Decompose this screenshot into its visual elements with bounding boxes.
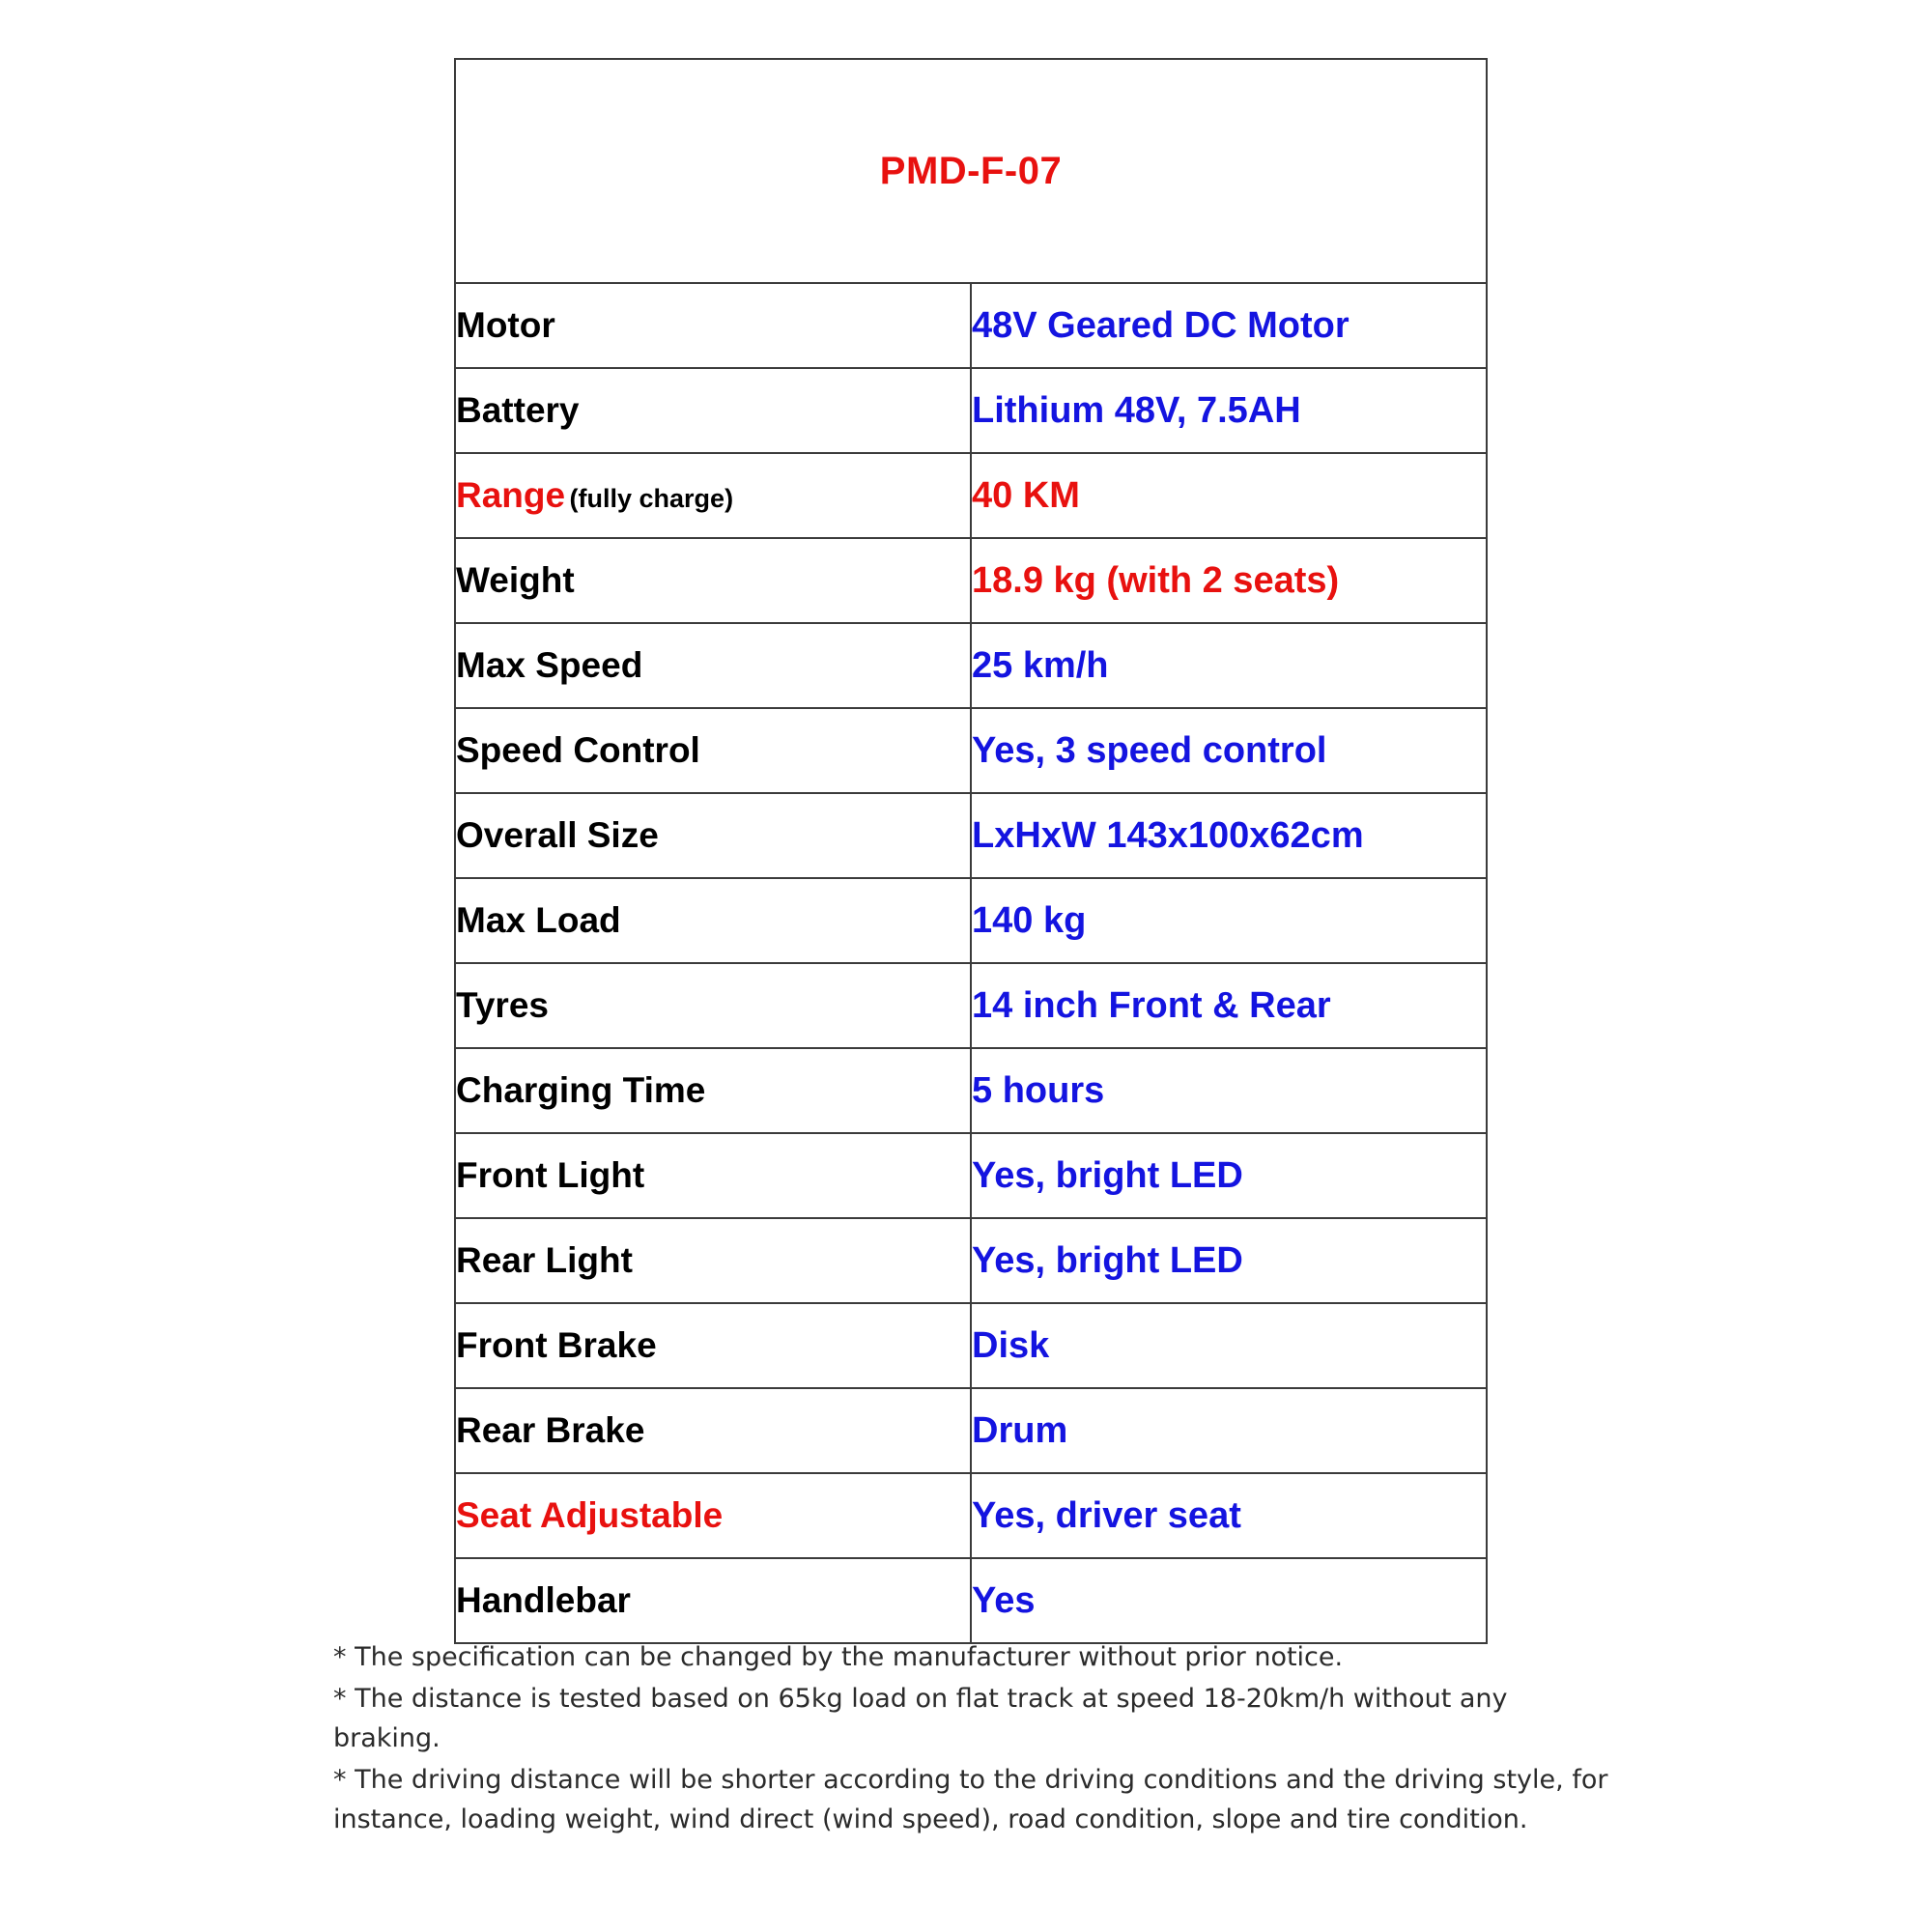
spec-value-cell xyxy=(971,538,1487,623)
table-row xyxy=(455,1473,1487,1558)
spec-label-cell xyxy=(455,793,971,878)
spec-value: 25 km/h xyxy=(972,644,1109,686)
spec-label-cell xyxy=(455,963,971,1048)
spec-value: Drum xyxy=(972,1409,1068,1451)
table-row xyxy=(455,538,1487,623)
spec-label: Rear Brake xyxy=(456,1410,645,1450)
spec-value-cell xyxy=(971,1218,1487,1303)
spec-value-cell xyxy=(971,368,1487,453)
spec-label-cell xyxy=(455,368,971,453)
table-row xyxy=(455,623,1487,708)
spec-label-cell xyxy=(455,283,971,368)
spec-value: Yes, bright LED xyxy=(972,1239,1243,1281)
spec-label: Max Load xyxy=(456,900,621,940)
spec-value-cell xyxy=(971,1388,1487,1473)
page-title: PMD-F-07 xyxy=(879,149,1063,192)
table-row xyxy=(455,1218,1487,1303)
footnote-line: * The driving distance will be shorter according to the driving conditions and the driving style, for instance, loading weight, wind direct (wind speed), road condition, slope and tire condition. xyxy=(333,1765,1608,1835)
table-title-row xyxy=(455,59,1487,283)
spec-value-cell xyxy=(971,1303,1487,1388)
spec-value-cell xyxy=(971,283,1487,368)
table-row xyxy=(455,963,1487,1048)
spec-label: Tyres xyxy=(456,985,549,1025)
spec-value: 140 kg xyxy=(972,899,1087,941)
table-row xyxy=(455,1048,1487,1133)
spec-value: Yes xyxy=(972,1579,1036,1621)
table-row xyxy=(455,368,1487,453)
spec-value: 40 KM xyxy=(972,474,1080,516)
spec-label: Speed Control xyxy=(456,730,700,770)
footnotes xyxy=(333,1637,1608,1841)
spec-label-cell xyxy=(455,878,971,963)
spec-value: 48V Geared DC Motor xyxy=(972,304,1350,346)
table-row xyxy=(455,708,1487,793)
table-row xyxy=(455,1133,1487,1218)
spec-value: 14 inch Front & Rear xyxy=(972,984,1331,1026)
spec-label-cell xyxy=(455,708,971,793)
spec-value: Lithium 48V, 7.5AH xyxy=(972,389,1301,431)
spec-label: Rear Light xyxy=(456,1240,633,1280)
spec-value: LxHxW 143x100x62cm xyxy=(972,814,1364,856)
spec-value-cell xyxy=(971,1558,1487,1643)
spec-label-cell xyxy=(455,538,971,623)
spec-label: Range xyxy=(456,475,566,515)
spec-label-cell xyxy=(455,1303,971,1388)
spec-label: Weight xyxy=(456,560,575,600)
specification-table-body xyxy=(455,59,1487,1643)
spec-label: Battery xyxy=(456,390,580,430)
spec-label-cell xyxy=(455,1388,971,1473)
spec-value: Yes, 3 speed control xyxy=(972,729,1327,771)
spec-value-cell xyxy=(971,1473,1487,1558)
spec-value-cell xyxy=(971,453,1487,538)
spec-value: Yes, driver seat xyxy=(972,1494,1241,1536)
footnote-line: * The distance is tested based on 65kg load on flat track at speed 18-20km/h without any braking. xyxy=(333,1684,1508,1754)
table-row xyxy=(455,283,1487,368)
spec-label-cell xyxy=(455,623,971,708)
spec-label: Charging Time xyxy=(456,1070,706,1110)
spec-value: 18.9 kg (with 2 seats) xyxy=(972,559,1340,601)
spec-value-cell xyxy=(971,963,1487,1048)
table-row xyxy=(455,1558,1487,1643)
spec-value: 5 hours xyxy=(972,1069,1105,1111)
spec-label-cell xyxy=(455,453,971,538)
table-row xyxy=(455,1388,1487,1473)
spec-value: Yes, bright LED xyxy=(972,1154,1243,1196)
spec-value-cell xyxy=(971,878,1487,963)
spec-label-cell xyxy=(455,1218,971,1303)
spec-label: Front Light xyxy=(456,1155,645,1195)
spec-value-cell xyxy=(971,1048,1487,1133)
spec-label-cell xyxy=(455,1048,971,1133)
spec-label: Max Speed xyxy=(456,645,643,685)
footnote-line: * The specification can be changed by the manufacturer without prior notice. xyxy=(333,1642,1344,1672)
spec-value: Disk xyxy=(972,1324,1050,1366)
product-title-cell xyxy=(455,59,1487,283)
table-row xyxy=(455,793,1487,878)
spec-value-cell xyxy=(971,708,1487,793)
spec-label: Motor xyxy=(456,305,555,345)
table-row xyxy=(455,453,1487,538)
specification-table xyxy=(454,58,1488,1644)
spec-label-cell xyxy=(455,1473,971,1558)
spec-label: Handlebar xyxy=(456,1580,631,1620)
table-row xyxy=(455,878,1487,963)
spec-label: Front Brake xyxy=(456,1325,657,1365)
spec-label: Overall Size xyxy=(456,815,659,855)
spec-value-cell xyxy=(971,623,1487,708)
table-row xyxy=(455,1303,1487,1388)
spec-label-suffix: (fully charge) xyxy=(569,484,734,513)
spec-value-cell xyxy=(971,1133,1487,1218)
spec-label-cell xyxy=(455,1133,971,1218)
spec-value-cell xyxy=(971,793,1487,878)
spec-label-cell xyxy=(455,1558,971,1643)
spec-label: Seat Adjustable xyxy=(456,1495,724,1535)
